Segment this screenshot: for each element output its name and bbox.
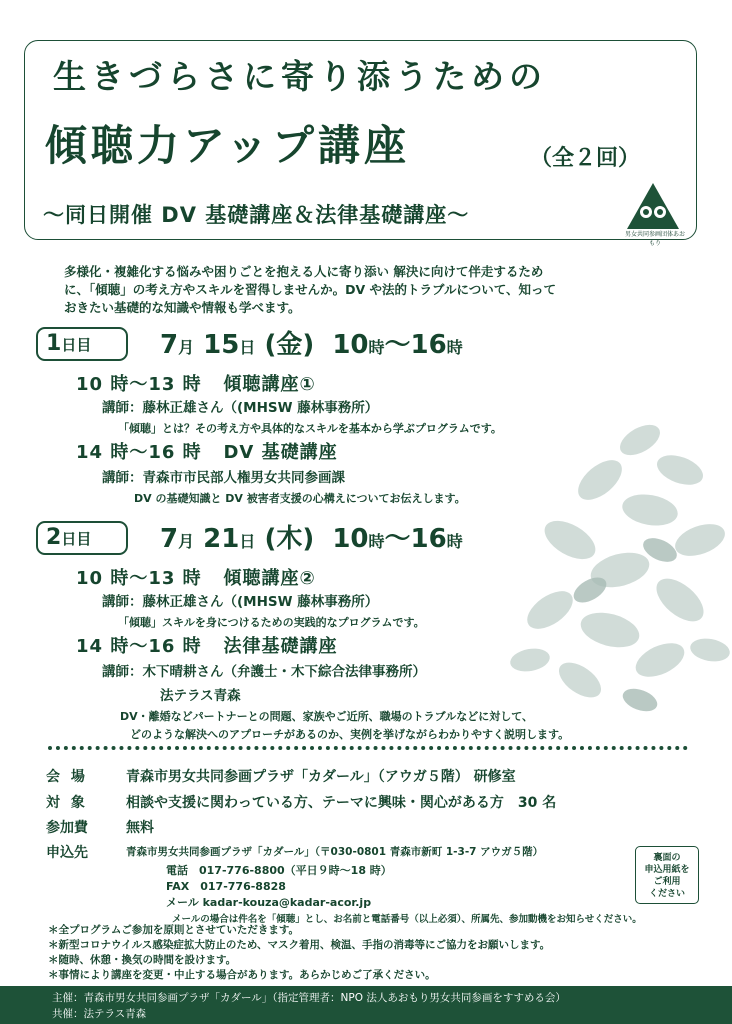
title-line2: 傾聴力アップ講座 — [45, 121, 411, 170]
day1-badge: 1日目 — [36, 327, 128, 361]
intro-line: に、「傾聴」の考え方やスキルを習得しませんか。DV や法的トラブルについて、知って — [64, 282, 557, 297]
apply-mail[interactable]: メール kadar-kouza@kadar-acor.jp — [166, 896, 372, 909]
day1-date: 7月 15日 (金) 10時〜16時 — [160, 330, 463, 360]
title-suffix: （全２回） — [530, 145, 641, 171]
side-box-line: ください — [648, 889, 685, 899]
day2-lecturer1: 講師：藤林正雄さん（(MHSW 藤林事務所） — [102, 594, 379, 610]
day1-desc2: DV の基礎知識と DV 被害者支援の心構えについてお伝えします。 — [134, 492, 466, 505]
footer — [0, 986, 732, 1024]
day1-lecturer2: 講師：青森市市民部人権男女共同参画課 — [102, 470, 345, 486]
day1-desc1: 「傾聴」とは？その考え方や具体的なスキルを基本から学ぶプログラムです。 — [118, 422, 502, 435]
organization-logo-icon — [625, 181, 681, 233]
target-label: 対 象 — [46, 795, 88, 811]
venue-value: 青森市男女共同参画プラザ「カダール」（アウガ５階） 研修室 — [126, 769, 516, 785]
title-line1: 生きづらさに寄り添うための — [53, 57, 547, 96]
application-form-note — [635, 846, 699, 904]
note-item: ＊事情により講座を変更・中止する場合があります。あらかじめご了承ください。 — [48, 969, 436, 981]
side-box-line: 申込用紙を — [644, 865, 690, 875]
venue-label: 会 場 — [46, 769, 88, 785]
subtitle: 〜同日開催 DV 基礎講座＆法律基礎講座〜 — [43, 203, 470, 227]
day2-desc1: 「傾聴」スキルを身につけるための実践的なプログラムです。 — [118, 616, 425, 629]
day2-session2: 14 時〜16 時 法律基礎講座 — [76, 636, 338, 657]
day2-badge: 2日目 — [36, 521, 128, 555]
leaf-decoration — [440, 410, 732, 740]
side-box-line: ご利用 — [653, 877, 681, 887]
note-item: ＊全プログラムご参加を原則とさせていただきます。 — [48, 924, 300, 936]
apply-fax: FAX 017-776-8828 — [166, 880, 286, 893]
intro-line: 多様化・複雑化する悩みや困りごとを抱える人に寄り添い 解決に向けて伴走するため — [64, 264, 544, 279]
apply-label: 申込先 — [46, 845, 88, 861]
day2-date: 7月 21日 (木) 10時〜16時 — [160, 524, 463, 554]
target-value: 相談や支援に関わっている方、テーマに興味・関心がある方 30 名 — [126, 795, 557, 811]
intro-text — [64, 263, 684, 317]
logo-text: 男女共同参画団体あおもり — [625, 231, 686, 247]
fee-value: 無料 — [126, 820, 154, 836]
day1-session1: 10 時〜13 時 傾聴講座① — [76, 374, 316, 395]
day1-session2: 14 時〜16 時 DV 基礎講座 — [76, 442, 338, 463]
note-item: ＊随時、休憩・換気の時間を設けます。 — [48, 954, 237, 966]
day1-lecturer1: 講師：藤林正雄さん（(MHSW 藤林事務所） — [102, 400, 379, 416]
dotted-divider — [48, 746, 688, 750]
day2-lecturer2: 講師：木下晴耕さん（弁護士・木下綜合法律事務所） — [102, 664, 426, 680]
day2-lecturer2-org: 法テラス青森 — [160, 688, 241, 704]
footer-organizer: 主催：青森市男女共同参画プラザ「カダール」（指定管理者：NPO 法人あおもり男女共同参画をすすめる会） — [52, 992, 566, 1004]
footer-cosponsor: 共催：法テラス青森 — [52, 1008, 147, 1020]
apply-tel: 電話 017-776-8800（平日９時〜18 時） — [166, 864, 392, 877]
day2-desc2-line2: どのような解決へのアプローチがあるのか、実例を挙げながらわかりやすく説明します。 — [130, 728, 570, 741]
title-box — [24, 40, 697, 247]
day2-session1: 10 時〜13 時 傾聴講座② — [76, 568, 316, 589]
note-item: ＊新型コロナウイルス感染症拡大防止のため、マスク着用、検温、手指の消毒等にご協力をお願いします。 — [48, 939, 551, 951]
apply-org: 青森市男女共同参画プラザ「カダール」（〒030-0801 青森市新町 1-3-7 アウガ５階） — [126, 846, 544, 858]
apply-mail-note: メールの場合は件名を「傾聴」とし、お名前と電話番号（以上必須）、所属先、参加動機をお知らせください。 — [172, 914, 642, 925]
side-box-line: 裏面の — [653, 853, 681, 863]
intro-line: おきたい基礎的な知識や情報も学べます。 — [64, 300, 301, 315]
day2-desc2-line1: DV・離婚などパートナーとの問題、家族やご近所、職場のトラブルなどに対して、 — [120, 710, 533, 723]
fee-label: 参加費 — [46, 820, 88, 836]
